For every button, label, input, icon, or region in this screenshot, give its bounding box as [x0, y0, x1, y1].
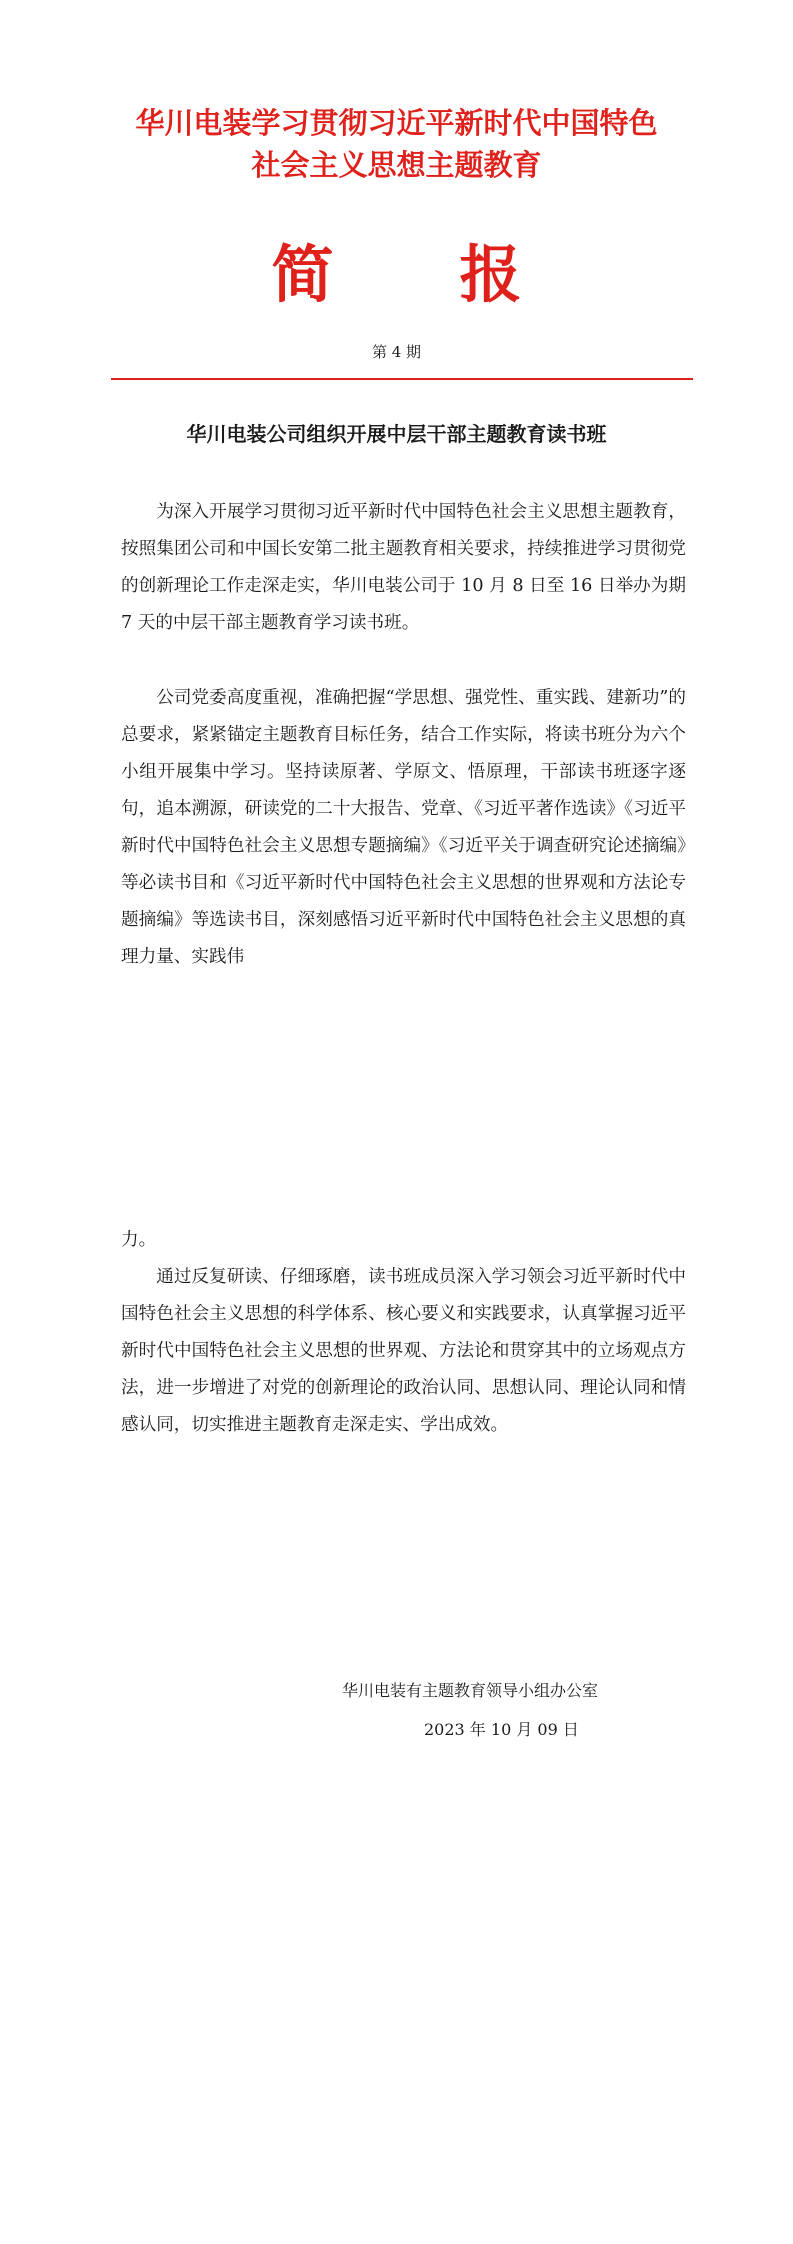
bulletin-char-2: 报	[459, 238, 522, 311]
article-paragraph-2-continued: 力。	[121, 1230, 157, 1250]
article-paragraph-3: 通过反复研读、仔细琢磨，读书班成员深入学习领会习近平新时代中国特色社会主义思想的科学体系、核心要义和实践要求，认真掌握习近平新时代中国特色社会主义思想的世界观、方法论和贯穿其中的立场观点方法，进一步增进了对党的创新理论的政治认同、思想认同、理论认同和情感认同，切实推进主题教育走深走实、学出成效。	[121, 1267, 686, 1435]
bulletin-char-1: 简	[271, 238, 334, 311]
article-paragraph-2: 公司党委高度重视，准确把握“学思想、强党性、重实践、建新功”的总要求，紧紧锚定主题教育目标任务，结合工作实际，将读书班分为六个小组开展集中学习。坚持读原著、学原文、悟原理，干部读书班逐字逐句，追本溯源，研读党的二十大报告、党章、《习近平著作选读》《习近平新时代中国特色社会主义思想专题摘编》《习近平关于调查研究论述摘编》等必读书目和《习近平新时代中国特色社会主义思想的世界观和方法论专题摘编》等选读书目，深刻感悟习近平新时代中国特色社会主义思想的真理力量、实践伟	[121, 688, 686, 967]
header-title-line2: 社会主义思想主题教育	[251, 148, 542, 182]
header-title-line1: 华川电装学习贯彻习近平新时代中国特色	[135, 106, 658, 140]
issue-number: 第 4 期	[371, 343, 422, 361]
article-paragraph-1: 为深入开展学习贯彻习近平新时代中国特色社会主义思想主题教育，按照集团公司和中国长安第二批主题教育相关要求，持续推进学习贯彻党的创新理论工作走深走实，华川电装公司于 10 月 8 日至 16 日举办为期 7 天的中层干部主题教育学习读书班。	[121, 502, 686, 633]
red-divider-line	[111, 378, 693, 380]
signature-organization: 华川电装有主题教育领导小组办公室	[342, 1681, 599, 1700]
signature-date: 2023 年 10 月 09 日	[424, 1720, 579, 1739]
bulletin-heading	[0, 235, 793, 315]
article-title: 华川电装公司组织开展中层干部主题教育读书班	[186, 422, 607, 446]
